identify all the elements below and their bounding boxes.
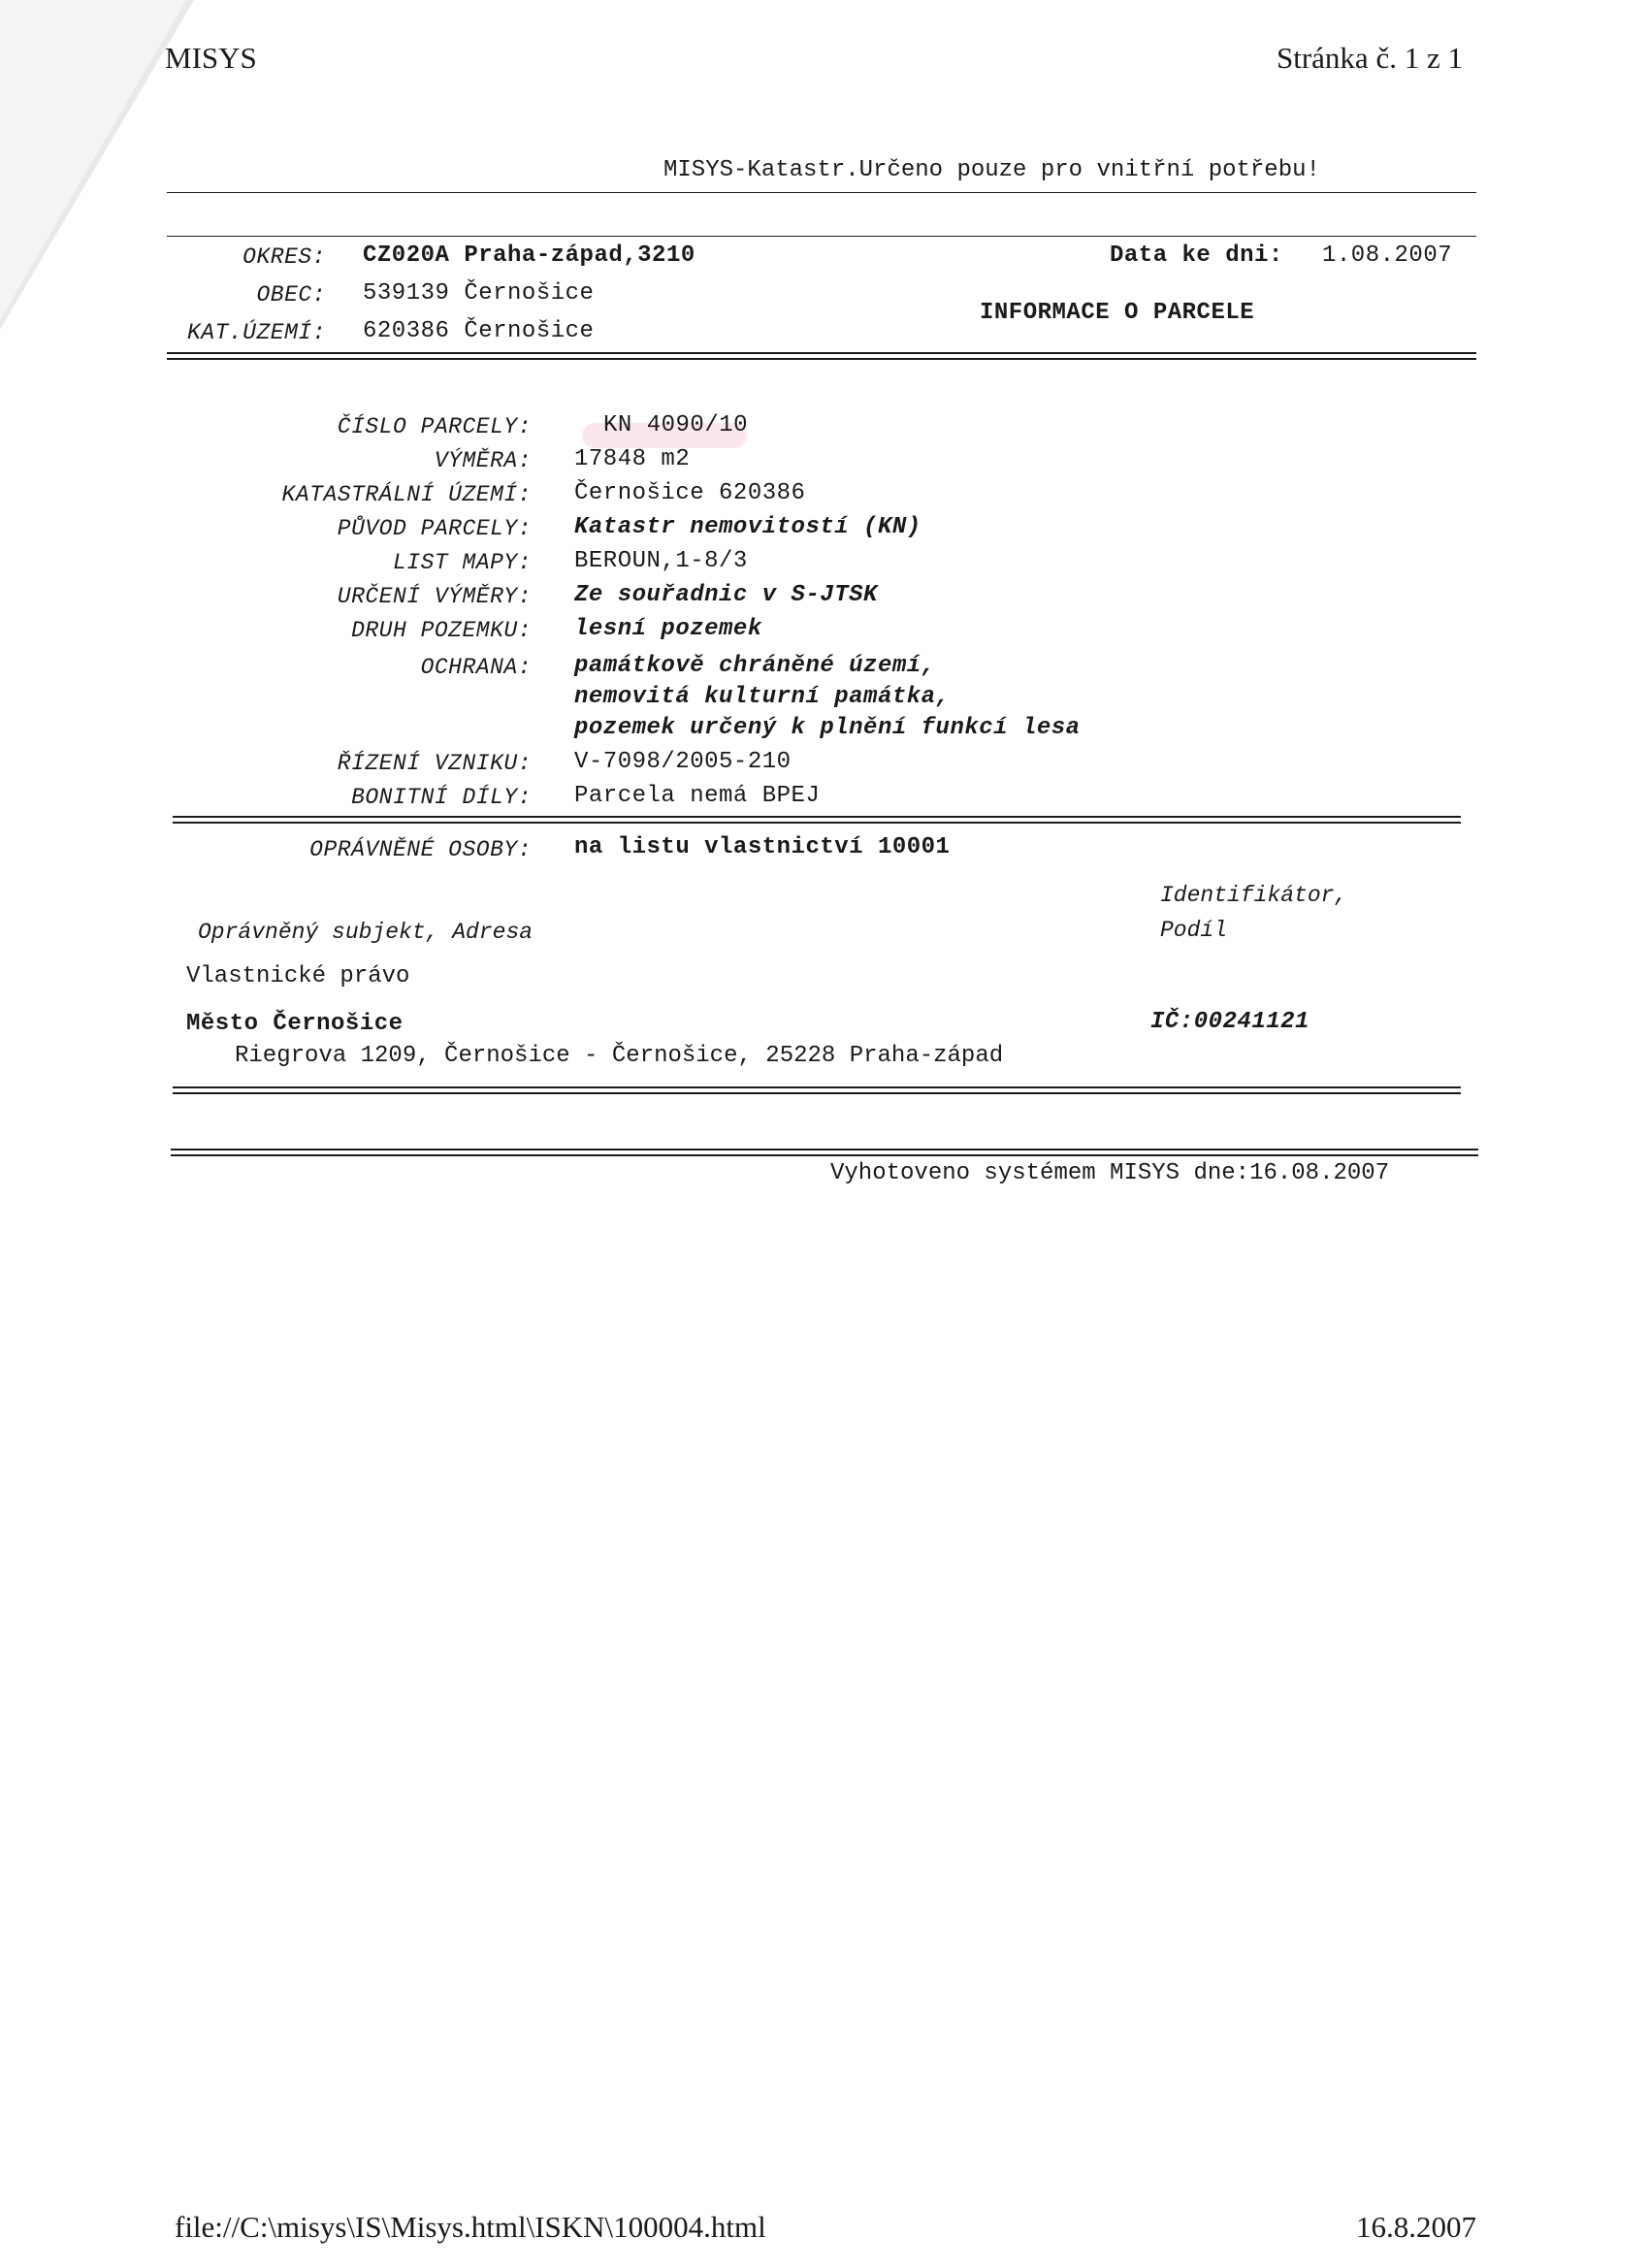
bonitni-label: BONITNÍ DÍLY: [351,785,532,810]
final-rule-2 [171,1154,1478,1156]
print-footer-url: file://C:\misys\IS\Misys.html\ISKN\100004.html [175,2210,766,2244]
area-top-rule [167,236,1476,237]
owners-label: OPRÁVNĚNÉ OSOBY: [309,837,532,862]
ochrana-value-2: nemovitá kulturní památka, [574,684,951,710]
obec-label: OBEC: [256,282,326,308]
right-type: Vlastnické právo [186,963,410,989]
owners-bottom-rule-1 [173,1086,1461,1088]
puvod-label: PŮVOD PARCELY: [337,516,532,541]
okres-value: CZ020A Praha-západ,3210 [363,243,695,269]
okres-label: OKRES: [242,244,326,270]
parcel-bottom-rule-1 [173,816,1461,818]
bonitni-value: Parcela nemá BPEJ [574,783,821,809]
folded-corner-inner [0,0,186,320]
generated-note: Vyhotoveno systémem MISYS dne:16.08.2007 [830,1160,1390,1186]
owner-name: Město Černošice [186,1011,404,1037]
urceni-value: Ze souřadnic v S-JTSK [574,582,878,608]
col-ident-1: Identifikátor, [1160,883,1348,908]
vymera-value: 17848 m2 [574,446,691,472]
cislo-value: KN 4090/10 [603,412,749,438]
rizeni-label: ŘÍZENÍ VZNIKU: [337,751,532,776]
col-ident-2: Podíl [1160,918,1228,943]
area-bottom-rule-2 [167,358,1476,360]
owner-ic: IČ:00241121 [1150,1009,1310,1035]
ku-value: Černošice 620386 [574,480,806,506]
internal-use-banner: MISYS-Katastr.Určeno pouze pro vnitřní potřebu! [663,157,1320,183]
rizeni-value: V-7098/2005-210 [574,749,792,775]
date-value: 1.08.2007 [1322,243,1453,269]
druh-label: DRUH POZEMKU: [351,618,532,643]
col-subject: Oprávněný subjekt, Adresa [198,920,534,945]
owners-value: na listu vlastnictví 10001 [574,834,951,860]
area-bottom-rule-1 [167,352,1476,354]
parcel-bottom-rule-2 [173,822,1461,824]
list-mapy-value: BEROUN,1-8/3 [574,548,748,574]
puvod-value: Katastr nemovitostí (KN) [574,514,922,540]
katuzemi-value: 620386 Černošice [363,318,595,344]
katuzemi-label: KAT.ÚZEMÍ: [186,320,326,345]
ochrana-value-3: pozemek určený k plnění funkcí lesa [574,715,1081,741]
ochrana-label: OCHRANA: [420,655,532,680]
ochrana-value-1: památkově chráněné území, [574,653,936,679]
urceni-label: URČENÍ VÝMĚRY: [337,584,532,609]
owners-bottom-rule-2 [173,1092,1461,1094]
banner-divider [167,192,1476,193]
obec-value: 539139 Černošice [363,280,595,307]
druh-value: lesní pozemek [574,616,762,642]
print-header-page: Stránka č. 1 z 1 [1277,41,1463,75]
vymera-label: VÝMĚRA: [434,448,532,473]
ku-label: KATASTRÁLNÍ ÚZEMÍ: [281,482,532,507]
date-label: Data ke dni: [1110,243,1283,269]
print-header-site: MISYS [165,41,257,75]
final-rule-1 [171,1149,1478,1150]
owner-address: Riegrova 1209, Černošice - Černošice, 25228 Praha-západ [235,1043,1004,1069]
list-mapy-label: LIST MAPY: [392,550,532,575]
print-footer-date: 16.8.2007 [1356,2210,1476,2244]
cislo-label: ČÍSLO PARCELY: [337,414,532,439]
section-title: INFORMACE O PARCELE [980,300,1255,326]
